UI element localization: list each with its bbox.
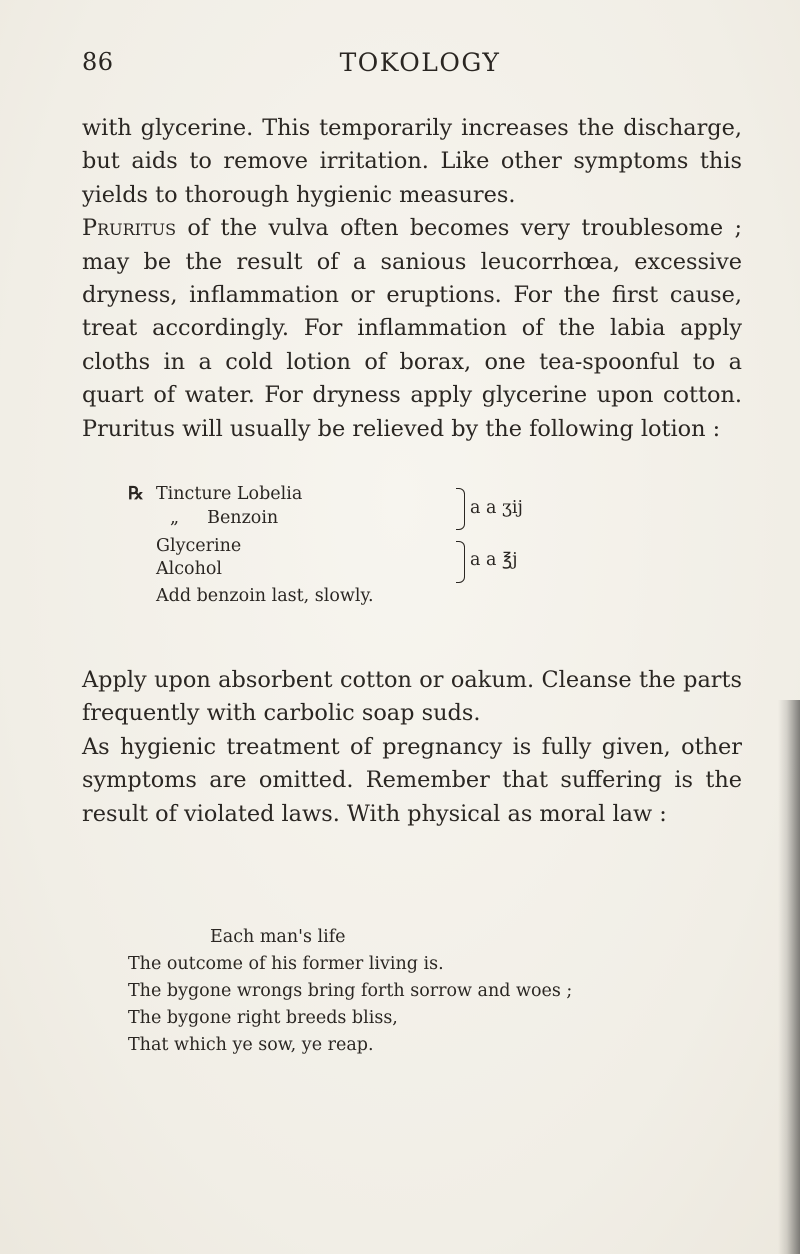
poem-line: Each man's life: [210, 927, 346, 947]
poem-line: That which ye sow, ye reap.: [128, 1035, 374, 1055]
poem-line: The bygone right breeds bliss,: [128, 1008, 398, 1028]
rx-quantity-1: a a ʒij: [470, 498, 523, 518]
page-edge-shadow: [778, 700, 800, 1254]
poem: [128, 924, 728, 1059]
prescription: [128, 484, 708, 644]
rx-item-alcohol: Alcohol: [156, 559, 222, 579]
rx-item-tincture-lobelia: Tincture Lobelia: [156, 484, 303, 504]
page-number: 86: [82, 48, 114, 76]
body-text-bottom: [82, 664, 742, 831]
paragraph-pruritus: [82, 212, 742, 446]
pruritus-text: of the vulva often becomes very troublesome ; may be the result of a sanious leucorrhœa, excessive dryness, inflammation or eruptions. For the first cause, treat accordingly. For inflammation of the labia apply cloths in a cold lotion of borax, one tea-spoonful to a quart of water. For dryness apply glycerine upon cotton. Pruritus will usually be relieved by the following lotion :: [82, 215, 742, 442]
paragraph-glycerine: with glycerine. This temporarily increases the discharge, but aids to remove irritation. Like other symptoms this yields to thorough hygienic measures.: [82, 115, 742, 208]
running-head: [82, 48, 738, 88]
running-title: TOKOLOGY: [339, 48, 501, 77]
paragraph-apply: Apply upon absorbent cotton or oakum. Cleanse the parts frequently with carbolic soap suds.: [82, 667, 742, 727]
rx-quantity-2: a a ℥j: [470, 550, 518, 570]
rx-item-benzoin-label: Benzoin: [207, 508, 279, 528]
pruritus-heading: Pruritus: [82, 215, 177, 242]
rx-item-benzoin: [170, 508, 278, 528]
rx-instruction: Add benzoin last, slowly.: [156, 586, 374, 606]
ditto-mark: „: [170, 508, 180, 528]
rx-item-glycerine: Glycerine: [156, 536, 242, 556]
recipe-symbol: ℞: [128, 484, 144, 504]
poem-line: The outcome of his former living is.: [128, 954, 444, 974]
paragraph-hygienic: As hygienic treatment of pregnancy is fully given, other symptoms are omitted. Remember that suffering is the result of violated laws. With physical as moral law :: [82, 733, 742, 827]
body-text-top: [82, 112, 742, 446]
poem-line: The bygone wrongs bring forth sorrow and woes ;: [128, 981, 573, 1001]
brace-group-1: [456, 488, 465, 530]
brace-group-2: [456, 541, 465, 583]
